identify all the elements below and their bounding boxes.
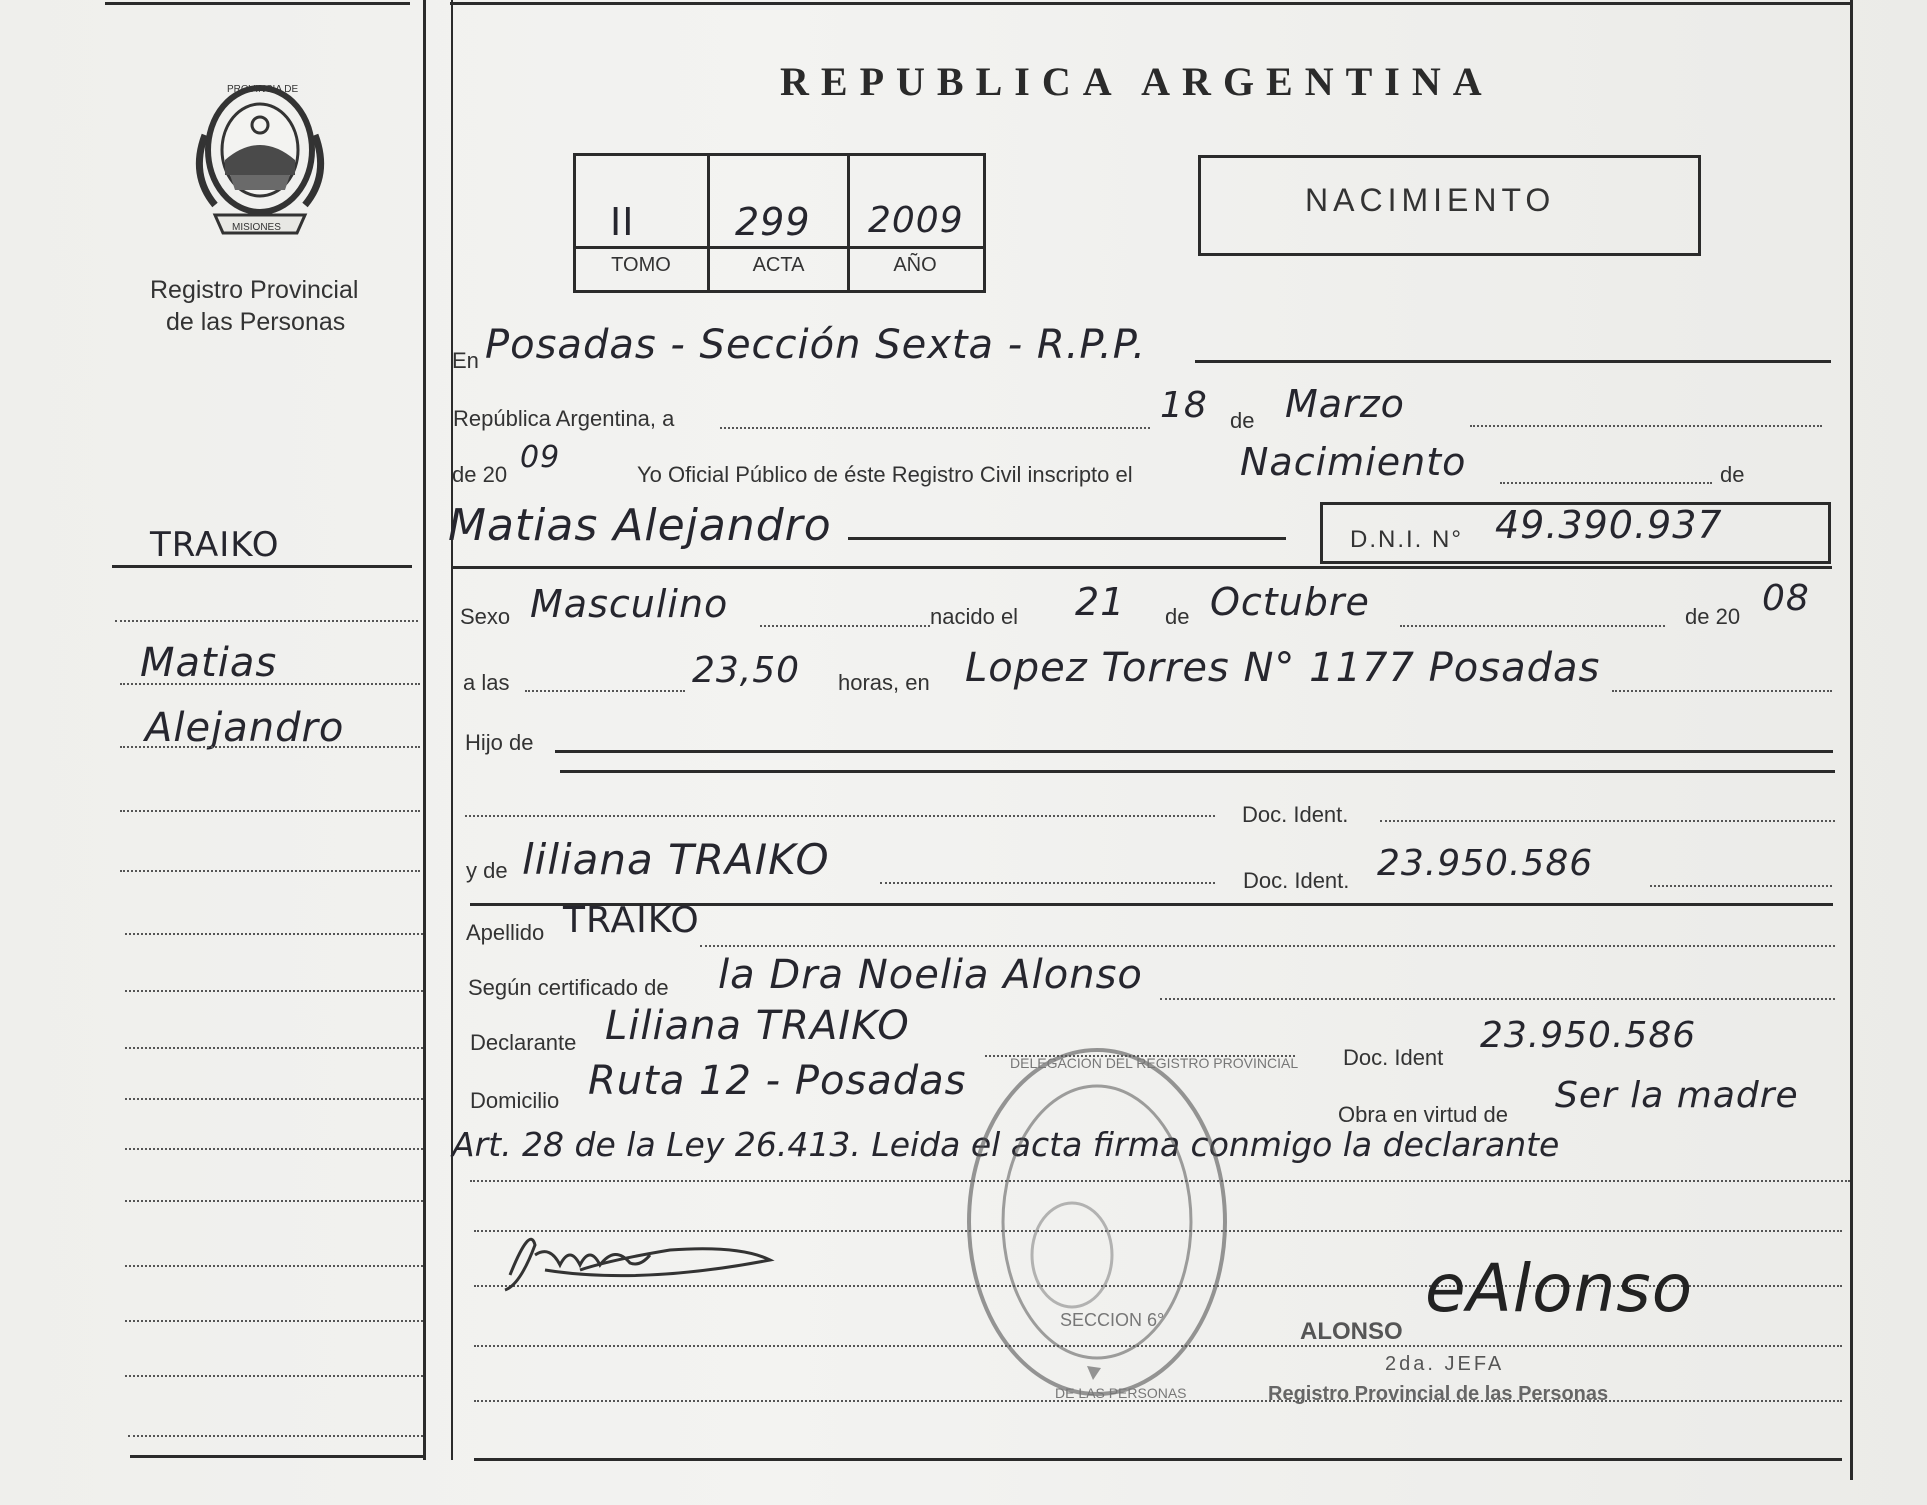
de-label-1: de (1230, 408, 1255, 433)
divider-left-inner (451, 0, 453, 1460)
stamp-name: ALONSO (1300, 1318, 1403, 1345)
nacido-month: Octubre (1210, 580, 1370, 624)
margin-rule-1 (112, 565, 412, 568)
apellido-value: TRAIKO (563, 900, 700, 941)
domicilio-value: Ruta 12 - Posadas (588, 1058, 967, 1104)
lugar-dots (1612, 690, 1832, 692)
margin-dots-11 (125, 1200, 423, 1202)
seal-ring-text-2: DE LAS PERSONAS (1055, 1385, 1187, 1401)
document-title: REPUBLICA ARGENTINA (780, 59, 1494, 104)
sexo-label: Sexo (460, 604, 511, 629)
hijo-rule-1 (555, 750, 1833, 753)
table-divider-h (573, 246, 983, 249)
inscripto-value: Nacimiento (1240, 440, 1467, 484)
margin-surname: TRAIKO (150, 525, 280, 565)
margin-bottom-rule (130, 1455, 423, 1458)
madre-doc-dots (1650, 885, 1832, 887)
margin-name-1: Matias (140, 640, 278, 686)
margin-dots-5 (120, 870, 420, 872)
en-rule (1195, 360, 1831, 363)
lugar-value: Lopez Torres N° 1177 Posadas (965, 645, 1601, 691)
doc-ident-label-1: Doc. Ident. (1242, 802, 1349, 827)
inscripto-dots (1500, 482, 1712, 484)
tomo-label: TOMO (611, 254, 671, 276)
dni-value: 49.390.937 (1495, 503, 1723, 547)
apellido-dots (700, 945, 1835, 947)
alas-label: a las (463, 670, 510, 695)
margin-name-2: Alejandro (145, 705, 345, 751)
child-name-value: Matias Alejandro (448, 500, 832, 551)
apellido-label: Apellido (466, 920, 545, 945)
margin-dots-1 (115, 620, 418, 622)
name-rule (848, 537, 1286, 540)
seal-bottom-text: MISIONES (232, 222, 281, 233)
margin-dots-10 (125, 1148, 423, 1150)
acta-label: ACTA (752, 254, 805, 276)
father-dots (465, 815, 1215, 817)
divider-left (423, 0, 426, 1460)
nacido-year: 08 (1762, 578, 1810, 619)
nacido-label: nacido el (930, 604, 1019, 629)
yde-label: y de (466, 858, 508, 883)
madre-dots (880, 882, 1215, 884)
stamp-role: 2da. JEFA (1385, 1353, 1505, 1375)
margin-dots-7 (125, 990, 423, 992)
declarante-label: Declarante (470, 1030, 577, 1055)
frame-right (1850, 0, 1853, 1480)
republica-label: República Argentina, a (453, 406, 675, 431)
top-rule-right (450, 2, 1850, 5)
en-value: Posadas - Sección Sexta - R.P.P. (485, 322, 1147, 368)
full-rule-1 (452, 566, 1832, 569)
de20-label: de 20 (452, 462, 508, 487)
horas-label: horas, en (838, 670, 930, 695)
nacido-dots (1400, 625, 1665, 627)
record-type: NACIMIENTO (1305, 182, 1556, 218)
domicilio-label: Domicilio (470, 1088, 560, 1113)
acta-value: 299 (735, 200, 811, 244)
obra-value: Ser la madre (1555, 1075, 1799, 1116)
dni-label: D.N.I. N° (1350, 526, 1463, 553)
en-label: En (452, 348, 479, 373)
nota-value: Art. 28 de la Ley 26.413. Leida el acta firma conmigo la declarante (452, 1125, 1560, 1164)
de20-label-2: de 20 (1685, 604, 1741, 629)
doc-ident-label-3: Doc. Ident (1343, 1045, 1444, 1070)
margin-dots-13 (125, 1320, 423, 1322)
doc-ident-label-2: Doc. Ident. (1243, 868, 1350, 893)
de-label-2: de (1720, 462, 1745, 487)
margin-dots-3 (120, 746, 420, 748)
alas-dots (525, 690, 685, 692)
declarante-value: Liliana TRAIKO (605, 1003, 910, 1049)
seal-ring-text-1: DELEGACION DEL REGISTRO PROVINCIAL (1010, 1055, 1299, 1071)
madre-value: liliana TRAIKO (522, 835, 830, 884)
top-rule-left (105, 2, 410, 5)
declarant-signature (490, 1215, 790, 1295)
republica-dots (720, 427, 1150, 429)
margin-dots-15 (128, 1435, 423, 1437)
nacido-day: 21 (1075, 580, 1126, 624)
year-value: 09 (520, 440, 561, 475)
hijo-label: Hijo de (465, 730, 534, 755)
misiones-seal-logo (185, 75, 335, 245)
declarante-doc: 23.950.586 (1480, 1015, 1697, 1056)
anio-value: 2009 (868, 200, 964, 241)
margin-dots-9 (125, 1098, 423, 1100)
margin-dots-12 (125, 1265, 423, 1267)
certificado-value: la Dra Noelia Alonso (718, 952, 1143, 998)
month-value: Marzo (1285, 382, 1405, 426)
sexo-value: Masculino (530, 582, 729, 626)
oficial-label: Yo Oficial Público de éste Registro Civil inscripto el (637, 462, 1133, 487)
de-label-3: de (1165, 604, 1190, 629)
obra-label: Obra en virtud de (1338, 1102, 1508, 1127)
certificado-label: Según certificado de (468, 975, 669, 1000)
officer-signature: eAlonso (1425, 1250, 1694, 1327)
bottom-rule (474, 1458, 1842, 1461)
month-dots (1470, 425, 1822, 427)
hijo-rule-2 (560, 770, 1835, 773)
father-doc-dots (1380, 820, 1835, 822)
margin-dots-4 (120, 810, 420, 812)
registry-name-line2: de las Personas (166, 308, 346, 336)
madre-doc: 23.950.586 (1377, 843, 1594, 884)
official-round-seal (960, 1040, 1235, 1405)
tomo-value: II (610, 200, 635, 244)
day-value: 18 (1160, 385, 1208, 426)
seal-section-text: SECCION 6° (1060, 1310, 1165, 1330)
registry-name-line1: Registro Provincial (150, 276, 359, 304)
seal-top-text: PROVINCIA DE (227, 84, 299, 95)
sexo-dots (760, 625, 930, 627)
hora-value: 23,50 (692, 650, 801, 691)
margin-dots-6 (125, 933, 423, 935)
anio-label: AÑO (893, 254, 937, 276)
margin-dots-2 (120, 683, 420, 685)
stamp-org: Registro Provincial de las Personas (1268, 1383, 1609, 1405)
certificado-dots (1160, 998, 1835, 1000)
margin-dots-8 (125, 1047, 423, 1049)
margin-dots-14 (125, 1375, 423, 1377)
